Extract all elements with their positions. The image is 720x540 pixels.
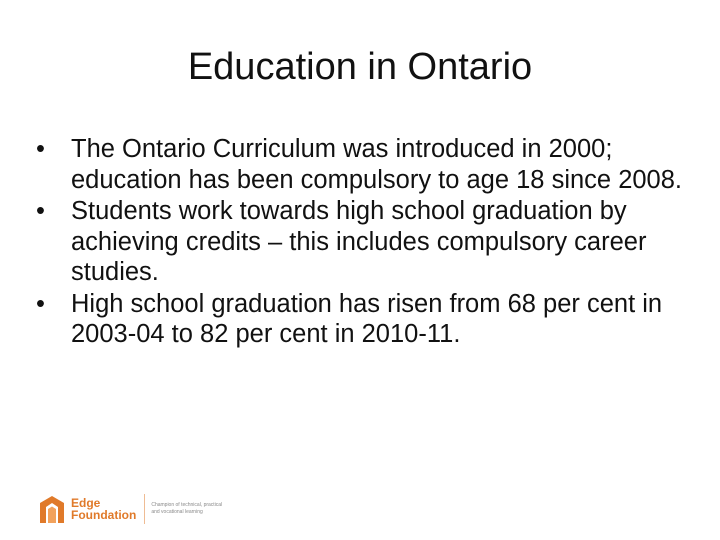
bullet-icon: • bbox=[36, 135, 45, 163]
bullet-item bbox=[36, 196, 696, 288]
bullet-item bbox=[36, 134, 696, 195]
logo-wordmark bbox=[71, 497, 136, 521]
logo-divider bbox=[144, 494, 145, 524]
bullet-icon: • bbox=[36, 289, 45, 318]
logo-line-foundation: Foundation bbox=[71, 508, 137, 522]
slide-title: Education in Ontario bbox=[187, 46, 533, 88]
edge-logo-icon bbox=[38, 493, 66, 525]
bullet-item bbox=[36, 289, 696, 350]
logo-tagline-line1: Champion of technical, practical bbox=[151, 502, 223, 508]
bullet-icon: • bbox=[36, 197, 45, 225]
bullet-text: The Ontario Curriculum was introduced in 2000; education has been compulsory to age 18 since 2008. bbox=[71, 135, 683, 194]
logo-line-edge: Edge bbox=[71, 496, 101, 510]
bullet-text: Students work towards high school graduation by achieving credits – this includes compulsory career studies. bbox=[71, 197, 647, 286]
edge-foundation-logo bbox=[38, 491, 231, 527]
bullet-list bbox=[36, 134, 696, 351]
bullet-text: High school graduation has risen from 68 per cent in 2003-04 to 82 per cent in 2010-11. bbox=[71, 289, 663, 348]
logo-tagline bbox=[151, 502, 231, 516]
logo-tagline-line2: and vocational learning bbox=[151, 509, 203, 515]
